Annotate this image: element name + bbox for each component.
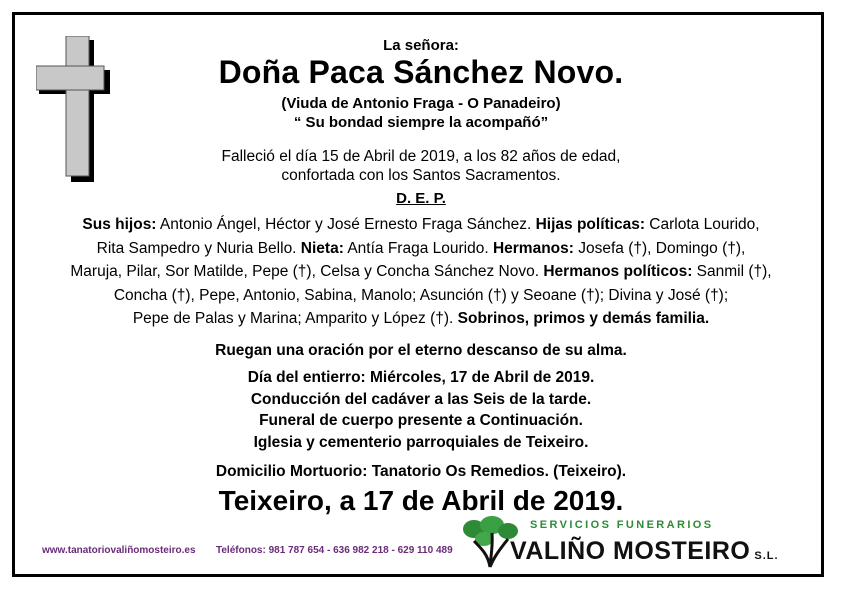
rip-label: D. E. P. [396, 190, 446, 207]
family-text: Sanmil (†), [692, 263, 772, 280]
widow-line: (Viuda de Antonio Fraga - O Panadeiro) [281, 95, 561, 112]
place-date: Teixeiro, a 17 de Abril de 2019. [218, 485, 624, 516]
family-row [24, 213, 818, 237]
family-text: Rita Sampedro y Nuria Bello. [96, 239, 301, 257]
family-row [24, 284, 818, 308]
family-text: Antía Fraga Lourido. [343, 239, 493, 257]
family-text: Carlota Lourido, [645, 216, 760, 233]
family-text: Antonio Ángel, Héctor y José Ernesto Fraga Sánchez. [156, 216, 536, 233]
family-label: Hermanos: [492, 239, 574, 257]
phone-numbers: Teléfonos: 981 787 654 - 636 982 218 - 629 110 489 [216, 545, 453, 556]
prayer-request: Ruegan una oración por el eterno descanso de su alma. [215, 342, 627, 359]
logo-brand-name: VALIÑO MOSTEIRO [510, 537, 751, 565]
funeral-service: Funeral de cuerpo presente a Continuación. [259, 412, 583, 429]
logo-suffix: S.L. [754, 550, 779, 562]
family-row [24, 237, 818, 261]
family-label: Hijas políticas: [535, 216, 645, 233]
family-row [24, 260, 818, 284]
death-line-1: Falleció el día 15 de Abril de 2019, a los 82 años de edad, [221, 148, 621, 165]
intro-label: La señora: [383, 37, 459, 54]
family-text: Maruja, Pilar, Sor Matilde, Pepe (†), Celsa y Concha Sánchez Novo. [70, 263, 544, 280]
family-text: Josefa (†), Domingo (†), [573, 239, 746, 257]
family-text: Concha (†), Pepe, Antonio, Sabina, Manolo; Asunción (†) y Seoane (†); Divina y José (†); [113, 286, 729, 304]
quote-line: “ Su bondad siempre la acompañó” [293, 114, 549, 131]
burial-date: Día del entierro: Miércoles, 17 de Abril de 2019. [247, 369, 595, 386]
procession-time: Conducción del cadáver a las Seis de la tarde. [250, 390, 592, 408]
funeral-details [0, 367, 842, 453]
domicile-line: Domicilio Mortuorio: Tanatorio Os Remedios. (Teixeiro). [215, 463, 627, 480]
deceased-name: Doña Paca Sánchez Novo. [218, 54, 624, 90]
death-line-2: confortada con los Santos Sacramentos. [281, 167, 561, 184]
logo-services-text: SERVICIOS FUNERARIOS [530, 519, 714, 531]
funeral-home-logo [460, 515, 820, 570]
website-link[interactable]: www.tanatoriovaliñomosteiro.es [42, 545, 196, 556]
family-label: Hermanos políticos: [543, 263, 693, 280]
family-label: Nieta: [300, 239, 344, 257]
family-list [24, 213, 818, 331]
family-label: Sobrinos, primos y demás familia. [457, 310, 710, 327]
family-text: Pepe de Palas y Marina; Amparito y López (†). [132, 310, 458, 327]
logo-brand-text [510, 537, 779, 566]
death-notice [0, 147, 842, 185]
family-label: Sus hijos: [82, 216, 157, 233]
family-row [24, 307, 818, 331]
church-cemetery: Iglesia y cementerio parroquiales de Teixeiro. [253, 433, 589, 451]
